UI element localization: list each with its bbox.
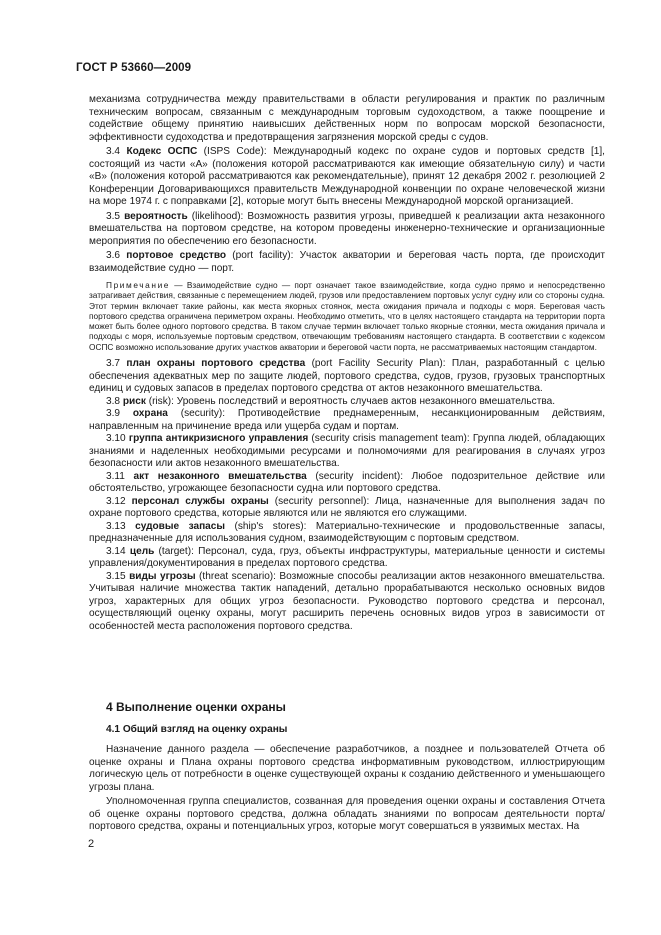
term-number: 3.11 <box>106 470 125 482</box>
term-definition: (likelihood): Возможность развития угрозы, приведшей к реализации акта незаконного вмешательства на портовом средстве, на котором проведены инженерно-технические и организационные мероприятия по обеспечению его безопасности. <box>89 210 605 247</box>
term-title: судовые запасы <box>135 520 226 532</box>
term-definition: (ISPS Code): Международный кодекс по охране судов и портовых средств [1], состоящий из части «А» (положения которой рассматриваются как имеющие обязательную силу) и части «В» (положения которой рассматриваются как рекомендательные), принят 12 декабря 2002 г. резолюцией 2 Конференции Договаривающихся правительств Международной конвенции по охране человеческой жизни на море 1974 г. с поправками [2], которые могут быть внесены Международной морской организацией. <box>89 146 605 207</box>
term-3-15 <box>89 571 605 634</box>
term-title: Кодекс ОСПС <box>126 146 198 157</box>
term-number: 3.9 <box>106 408 121 420</box>
term-number: 3.4 <box>106 146 121 157</box>
term-title: виды угрозы <box>129 570 196 582</box>
term-title: цель <box>129 545 155 557</box>
term-number: 3.5 <box>106 210 121 222</box>
term-title: вероятность <box>124 210 188 222</box>
term-definition: (threat scenario): Возможные способы реализации актов незаконного вмешательства. Учитывая наличие множества тактик нападений, детально прорабатываются несколько основных видов угроз, характерных для общих угроз безопасности. Руководство портового средства и персонал, осуществляющий оценку охраны, могут расширить перечень основных видов угроз в зависимости от особенностей места расположения портового средства. <box>89 570 606 632</box>
term-number: 3.14 <box>106 545 126 557</box>
term-definition: (risk): Уровень последствий и вероятность случаев актов незаконного вмешательства. <box>145 395 556 407</box>
note-paragraph <box>89 280 605 352</box>
term-definition: (security): Противодействие преднамеренным, несанкционированным действиям, направленным на причинение вреда или ущерба судам и портам. <box>89 408 605 432</box>
terms-block-1 <box>89 94 605 633</box>
term-number: 3.6 <box>106 250 121 261</box>
section-heading: 4 Выполнение оценки охраны <box>106 700 286 714</box>
term-3-13 <box>89 521 605 546</box>
term-3-14 <box>89 546 605 571</box>
term-3-9 <box>89 408 605 433</box>
term-3-10 <box>89 433 605 471</box>
term-definition: (target): Персонал, суда, груз, объекты инфраструктуры, материальные ценности и системы управления/документирования в пределах портового средства. <box>89 545 605 570</box>
term-3-12 <box>89 496 605 521</box>
term-number: 3.8 <box>106 395 121 407</box>
term-3-5 <box>89 211 605 249</box>
term-number: 3.12 <box>106 495 126 507</box>
term-title: персонал службы охраны <box>131 495 269 507</box>
term-definition: (port facility): Участок акватории и береговая часть порта, где происходит взаимодействие судно — порт. <box>89 250 605 274</box>
term-definition: (security crisis management team): Группа людей, обладающих знаниями и наделенных необходимыми ресурсами и полномочиями для реагирования в случаях угроз безопасности или актов незаконного вмешательства. <box>89 433 606 470</box>
term-number: 3.7 <box>106 358 121 370</box>
section-paragraph-2: Уполномоченная группа специалистов, созванная для проведения оценки охраны и составления Отчета об оценке охраны портового средства, должна обладать знаниями по вопросам деятельности порта/портового средства, охраны и потенциальных угроз, которые могут совершаться в уязвимых местах. На <box>89 796 605 832</box>
term-definition: (security incident): Любое подозрительное действие или обстоятельство, угрожающее безопасности судна или портового средства. <box>89 470 606 495</box>
page-number: 2 <box>88 838 95 850</box>
term-title: портовое средство <box>126 250 227 261</box>
term-title: охрана <box>132 408 168 420</box>
term-title: группа антикризисного управления <box>128 433 309 445</box>
document-header: ГОСТ Р 53660—2009 <box>76 62 192 74</box>
term-title: план охраны портового средства <box>126 358 306 370</box>
term-3-11 <box>89 471 605 496</box>
note-text: — Взаимодействие судно — порт означает такое взаимодействие, когда судно прямо и непосредственно затрагивает действия, связанные с перемещением людей, грузов или предоставлением портовых услуг судну или со стороны судна. Этот термин включает такие районы, как места якорных стоянок, места ожидания причала и подходы с моря. Береговая часть портового средства ограничена периметром охраны. Необходимо отметить, что в целях настоящего стандарта на территории порта может быть более одного портового средства. В таком случае термин включает только якорные стоянки, места ожидания причала и подходы с моря, используемые портовым средством, отвечающим требованиям настоящего стандарта. В соответствии с кодексом ОСПС возможно использование других участков акватории и береговой части порта, не рассматриваемых настоящим стандартом. <box>89 280 605 352</box>
subsection-heading: 4.1 Общий взгляд на оценку охраны <box>106 723 288 735</box>
term-3-6 <box>89 250 605 275</box>
term-number: 3.15 <box>106 570 126 582</box>
term-3-8 <box>89 396 605 409</box>
term-3-4 <box>89 146 605 209</box>
note-label: Примечание <box>106 280 171 290</box>
term-title: акт незаконного вмешательства <box>133 470 307 482</box>
term-number: 3.10 <box>106 433 126 445</box>
section-paragraph-1: Назначение данного раздела — обеспечение разработчиков, а позднее и пользователей Отчета об оценке охраны и Плана охраны портового средства информативным руководством, иллюстрирующим логическую цель от потребности в оценке существующей охраны к созданию действенного и уменьшающего угрозы плана. <box>89 744 605 793</box>
term-definition: (security personnel): Лица, назначенные для выполнения задач по охране портового средства, которые являются или не являются его служащими. <box>89 495 605 520</box>
intro-paragraph: механизма сотрудничества между правительствами в области регулирования и практик по различным техническим вопросам, связанным с международным торговым судоходством, а также поощрение и содействие общему принятию наивысших действенных норм по вопросам морской безопасности, эффективности судоходства и предотвращения загрязнения морской среды с судов. <box>89 94 605 143</box>
term-definition: (port Facility Security Plan): План, разработанный с целью обеспечения адекватных мер по защите людей, портового средства, судов, грузов, грузовых транспортных единиц и судовых запасов в пределах портового средства от актов незаконного вмешательства. <box>89 358 605 395</box>
section-4 <box>89 701 605 834</box>
term-number: 3.13 <box>106 520 126 532</box>
term-title: риск <box>122 395 146 407</box>
term-definition: (ship's stores): Материально-технические и продовольственные запасы, предназначенные для использования судном, взаимодействующим с портовым средством. <box>89 520 605 545</box>
term-3-7 <box>89 358 605 396</box>
